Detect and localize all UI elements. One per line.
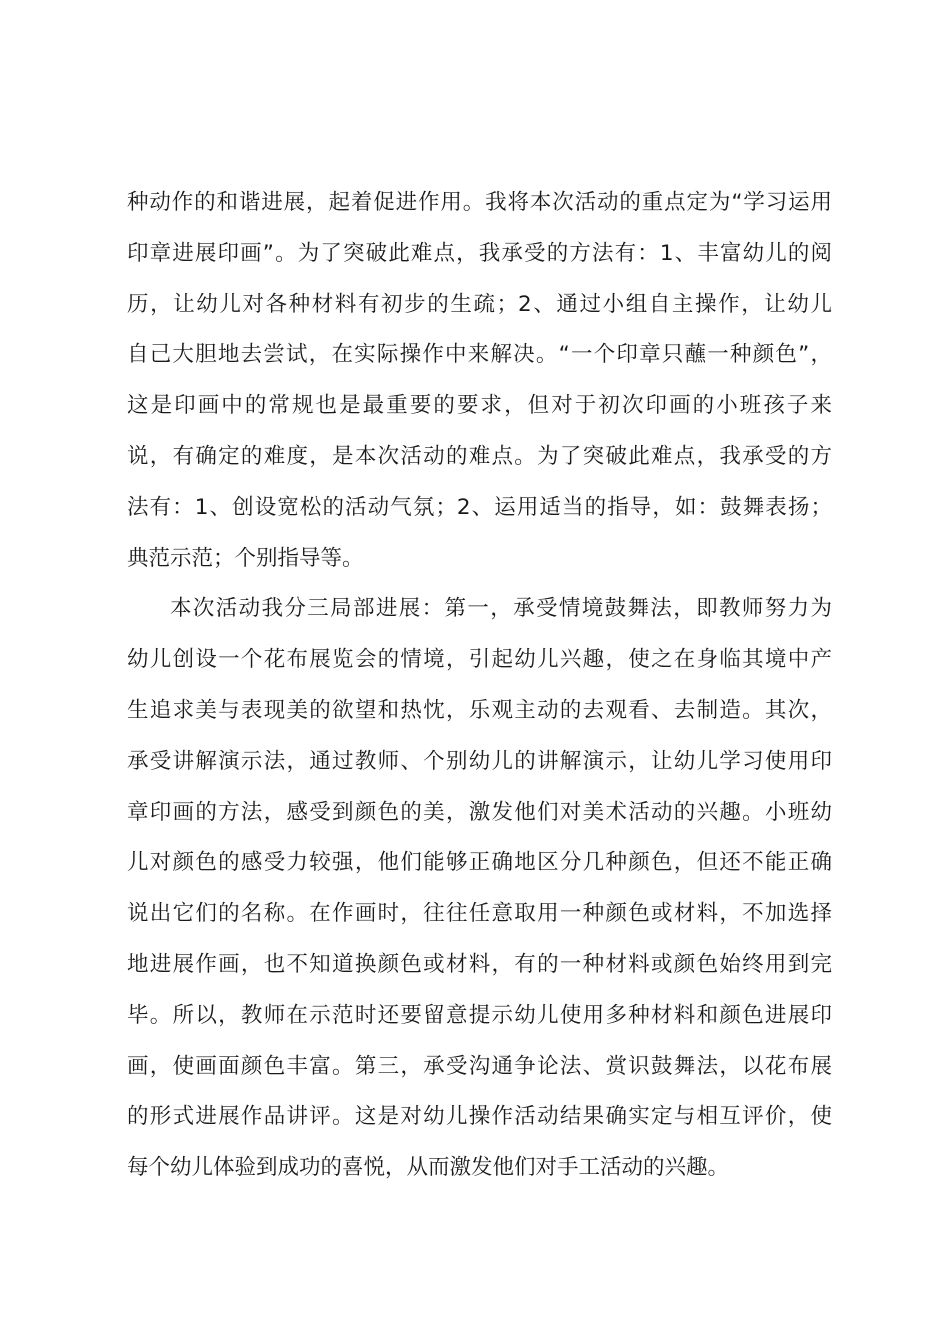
- text-line: 每个幼儿体验到成功的喜悦，从而激发他们对手工活动的兴趣。: [127, 1155, 730, 1181]
- text-line: 儿对颜色的感受力较强，他们能够正确地区分几种颜色，但还不能正确: [127, 850, 832, 876]
- text-line: 毕。所以，教师在示范时还要留意提示幼儿使用多种材料和颜色进展印: [127, 1002, 832, 1028]
- text-line: 承受讲解演示法，通过教师、个别幼儿的讲解演示，让幼儿学习使用印: [127, 748, 832, 774]
- text-line: 本次活动我分三局部进展：第一，承受情境鼓舞法，即教师努力为: [170, 596, 832, 622]
- text-line: 章印画的方法，感受到颜色的美，激发他们对美术活动的兴趣。小班幼: [127, 799, 832, 825]
- text-line: 历，让幼儿对各种材料有初步的生疏；2、通过小组自主操作，让幼儿: [127, 291, 832, 317]
- text-line: 画，使画面颜色丰富。第三，承受沟通争论法、赏识鼓舞法，以花布展: [127, 1053, 832, 1079]
- body-text: [127, 178, 832, 1194]
- text-line: 地进展作画，也不知道换颜色或材料，有的一种材料或颜色始终用到完: [127, 951, 832, 977]
- text-line: 典范示范；个别指导等。: [127, 545, 364, 571]
- text-line: 说，有确定的难度，是本次活动的难点。为了突破此难点，我承受的方: [127, 443, 832, 469]
- paragraph: [127, 178, 832, 584]
- text-line: 的形式进展作品讲评。这是对幼儿操作活动结果确实定与相互评价，使: [127, 1104, 832, 1130]
- text-line: 这是印画中的常规也是最重要的要求，但对于初次印画的小班孩子来: [127, 393, 832, 419]
- paragraph: [127, 584, 832, 1194]
- text-line: 法有：1、创设宽松的活动气氛；2、运用适当的指导，如：鼓舞表扬；: [127, 494, 832, 520]
- text-line: 幼儿创设一个花布展览会的情境，引起幼儿兴趣，使之在身临其境中产: [127, 647, 832, 673]
- text-line: 种动作的和谐进展，起着促进作用。我将本次活动的重点定为“学习运用: [127, 190, 832, 215]
- text-line: 生追求美与表现美的欲望和热忱，乐观主动的去观看、去制造。其次，: [127, 697, 832, 723]
- text-line: 说出它们的名称。在作画时，往往任意取用一种颜色或材料，不加选择: [127, 901, 832, 927]
- text-line: 印章进展印画”。为了突破此难点，我承受的方法有：1、丰富幼儿的阅: [127, 240, 832, 266]
- text-line: 自己大胆地去尝试，在实际操作中来解决。“一个印章只蘸一种颜色”，: [127, 342, 832, 368]
